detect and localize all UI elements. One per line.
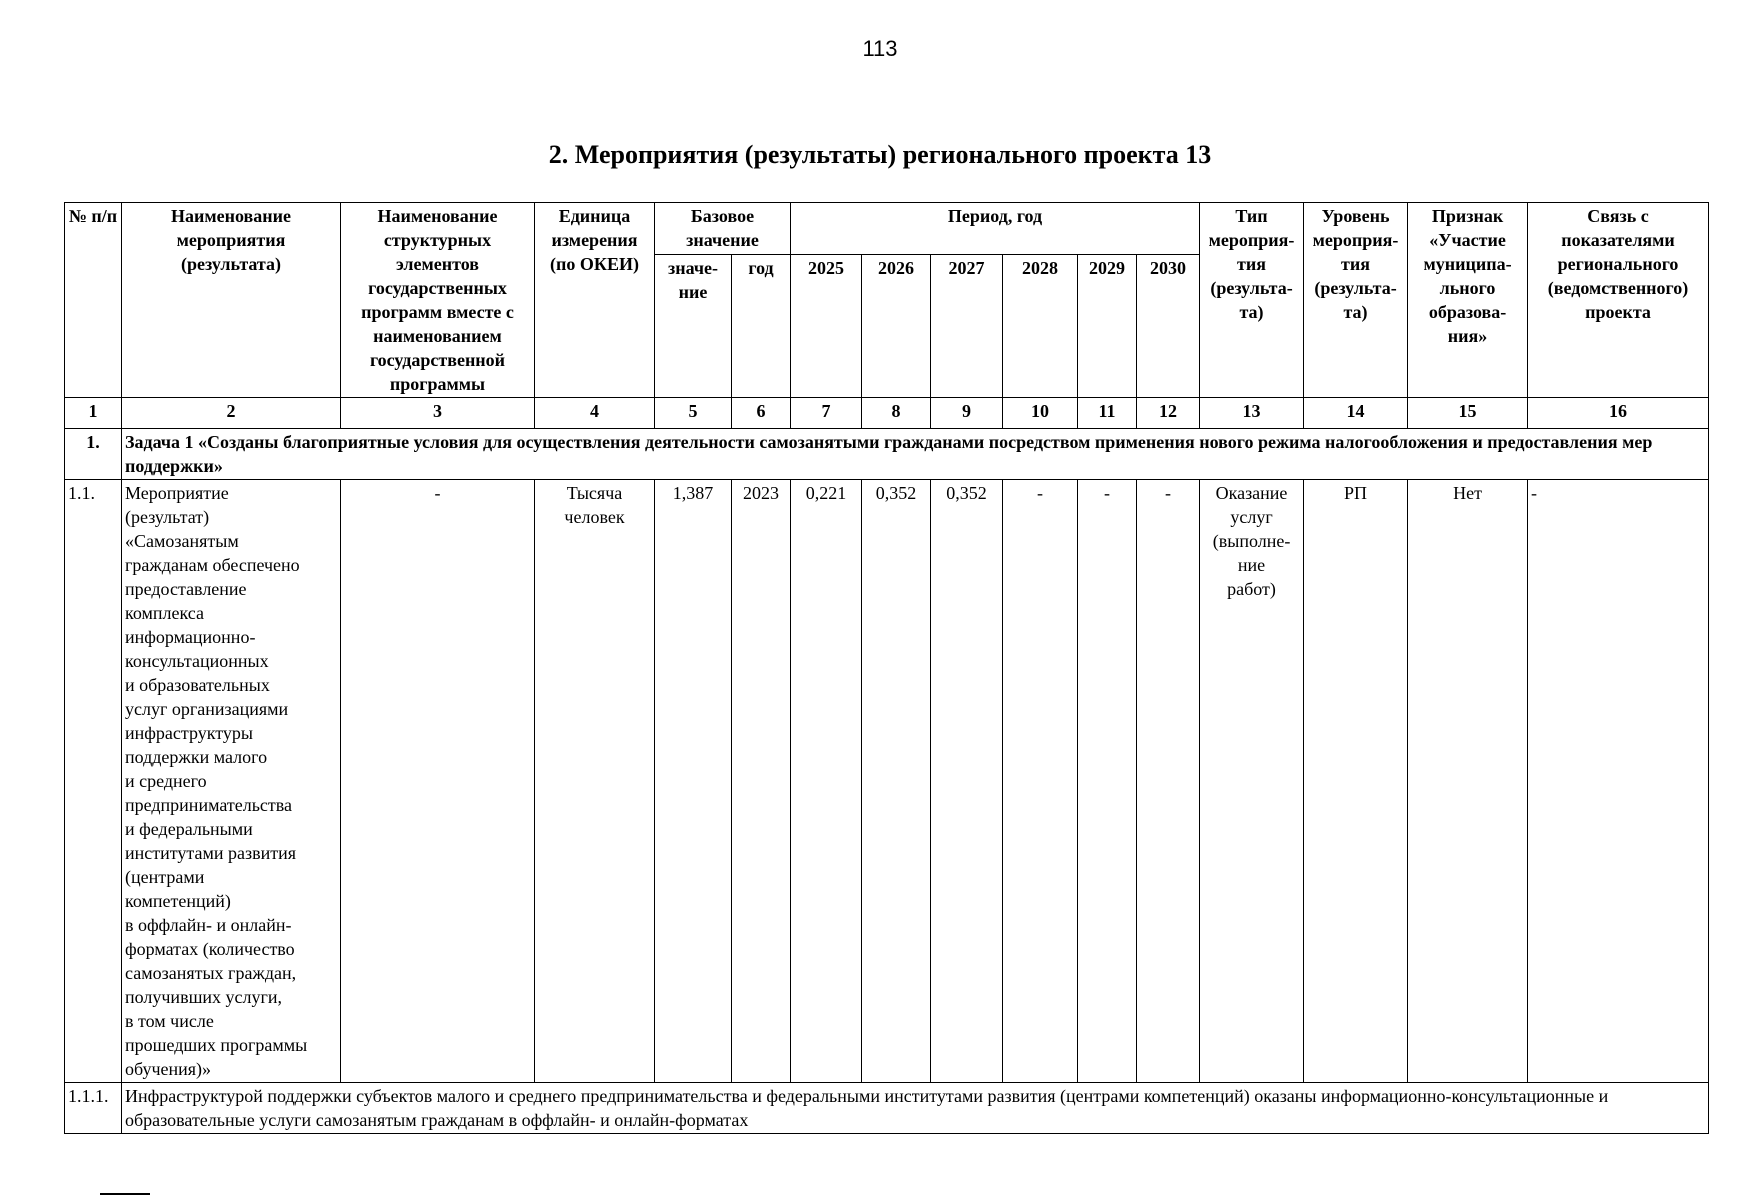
event-value-2027: 0,352: [931, 480, 1003, 1083]
event-struct: -: [341, 480, 535, 1083]
header-year-2029: 2029: [1078, 254, 1137, 397]
column-number: 8: [862, 398, 931, 429]
event-value-2025: 0,221: [791, 480, 862, 1083]
header-year-2026: 2026: [862, 254, 931, 397]
column-number: 7: [791, 398, 862, 429]
event-value-2029: -: [1078, 480, 1137, 1083]
header-type: Тип мероприя-тия (результа-та): [1200, 203, 1304, 398]
event-level: РП: [1304, 480, 1408, 1083]
column-number: 1: [65, 398, 122, 429]
header-municipal: Признак «Участие муниципа-льного образова-ния»: [1408, 203, 1528, 398]
event-value-2028: -: [1003, 480, 1078, 1083]
column-number: 10: [1003, 398, 1078, 429]
footnote-rule: [100, 1193, 150, 1195]
header-base-year: год: [732, 254, 791, 397]
header-level: Уровень мероприя-тия (результа-та): [1304, 203, 1408, 398]
column-number: 6: [732, 398, 791, 429]
sub-row: [65, 1083, 1709, 1134]
header-unit: Единица измерения (по ОКЕИ): [535, 203, 655, 398]
event-name: Мероприятие (результат) «Самозанятым гражданам обеспечено предоставление комплекса информационно- консультационных и образовательных услуг организациями инфраструктуры поддержки малого и среднего предпринимательства и федеральными институтами развития (центрами компетенций) в оффлайн- и онлайн- форматах (количество самозанятых граждан, получивших услуги, в том числе прошедших программы обучения)»: [122, 480, 341, 1083]
task-row: [65, 429, 1709, 480]
column-number: 2: [122, 398, 341, 429]
column-number: 4: [535, 398, 655, 429]
event-value-2026: 0,352: [862, 480, 931, 1083]
sub-text: Инфраструктурой поддержки субъектов малого и среднего предпринимательства и федеральными институтами развития (центрами компетенций) оказаны информационно-консультационные и образовательные услуги самозанятым гражданам в оффлайн- и онлайн-форматах: [122, 1083, 1709, 1134]
header-base-value: значе-ние: [655, 254, 732, 397]
header-year-2025: 2025: [791, 254, 862, 397]
event-row: [65, 480, 1709, 1083]
event-base-value: 1,387: [655, 480, 732, 1083]
header-year-2028: 2028: [1003, 254, 1078, 397]
column-number: 5: [655, 398, 732, 429]
event-number: 1.1.: [65, 480, 122, 1083]
event-link: -: [1528, 480, 1709, 1083]
header-link: Связь с показателями регионального (ведомственного) проекта: [1528, 203, 1709, 398]
event-type: Оказание услуг (выполне- ние работ): [1200, 480, 1304, 1083]
header-period: Период, год: [791, 203, 1200, 255]
events-table: [64, 202, 1709, 1134]
header-year-2030: 2030: [1137, 254, 1200, 397]
event-base-year: 2023: [732, 480, 791, 1083]
event-value-2030: -: [1137, 480, 1200, 1083]
header-name: Наименование мероприятия (результата): [122, 203, 341, 398]
sub-number: 1.1.1.: [65, 1083, 122, 1134]
header-base: Базовое значение: [655, 203, 791, 255]
task-text: Задача 1 «Созданы благоприятные условия для осуществления деятельности самозанятыми гражданами посредством применения нового режима налогообложения и предоставления мер поддержки»: [122, 429, 1709, 480]
column-number-row: [65, 398, 1709, 429]
column-number: 14: [1304, 398, 1408, 429]
task-number: 1.: [65, 429, 122, 480]
column-number: 13: [1200, 398, 1304, 429]
header-struct: Наименование структурных элементов государственных программ вместе с наименованием государственной программы: [341, 203, 535, 398]
page-number: 113: [862, 36, 898, 61]
column-number: 11: [1078, 398, 1137, 429]
column-number: 3: [341, 398, 535, 429]
column-number: 15: [1408, 398, 1528, 429]
event-unit: Тысяча человек: [535, 480, 655, 1083]
column-number: 9: [931, 398, 1003, 429]
document-title: 2. Мероприятия (результаты) регионального проекта 13: [548, 140, 1212, 169]
header-row-1: [65, 203, 1709, 255]
header-num: № п/п: [65, 203, 122, 398]
column-number: 16: [1528, 398, 1709, 429]
column-number: 12: [1137, 398, 1200, 429]
header-year-2027: 2027: [931, 254, 1003, 397]
event-municipal: Нет: [1408, 480, 1528, 1083]
